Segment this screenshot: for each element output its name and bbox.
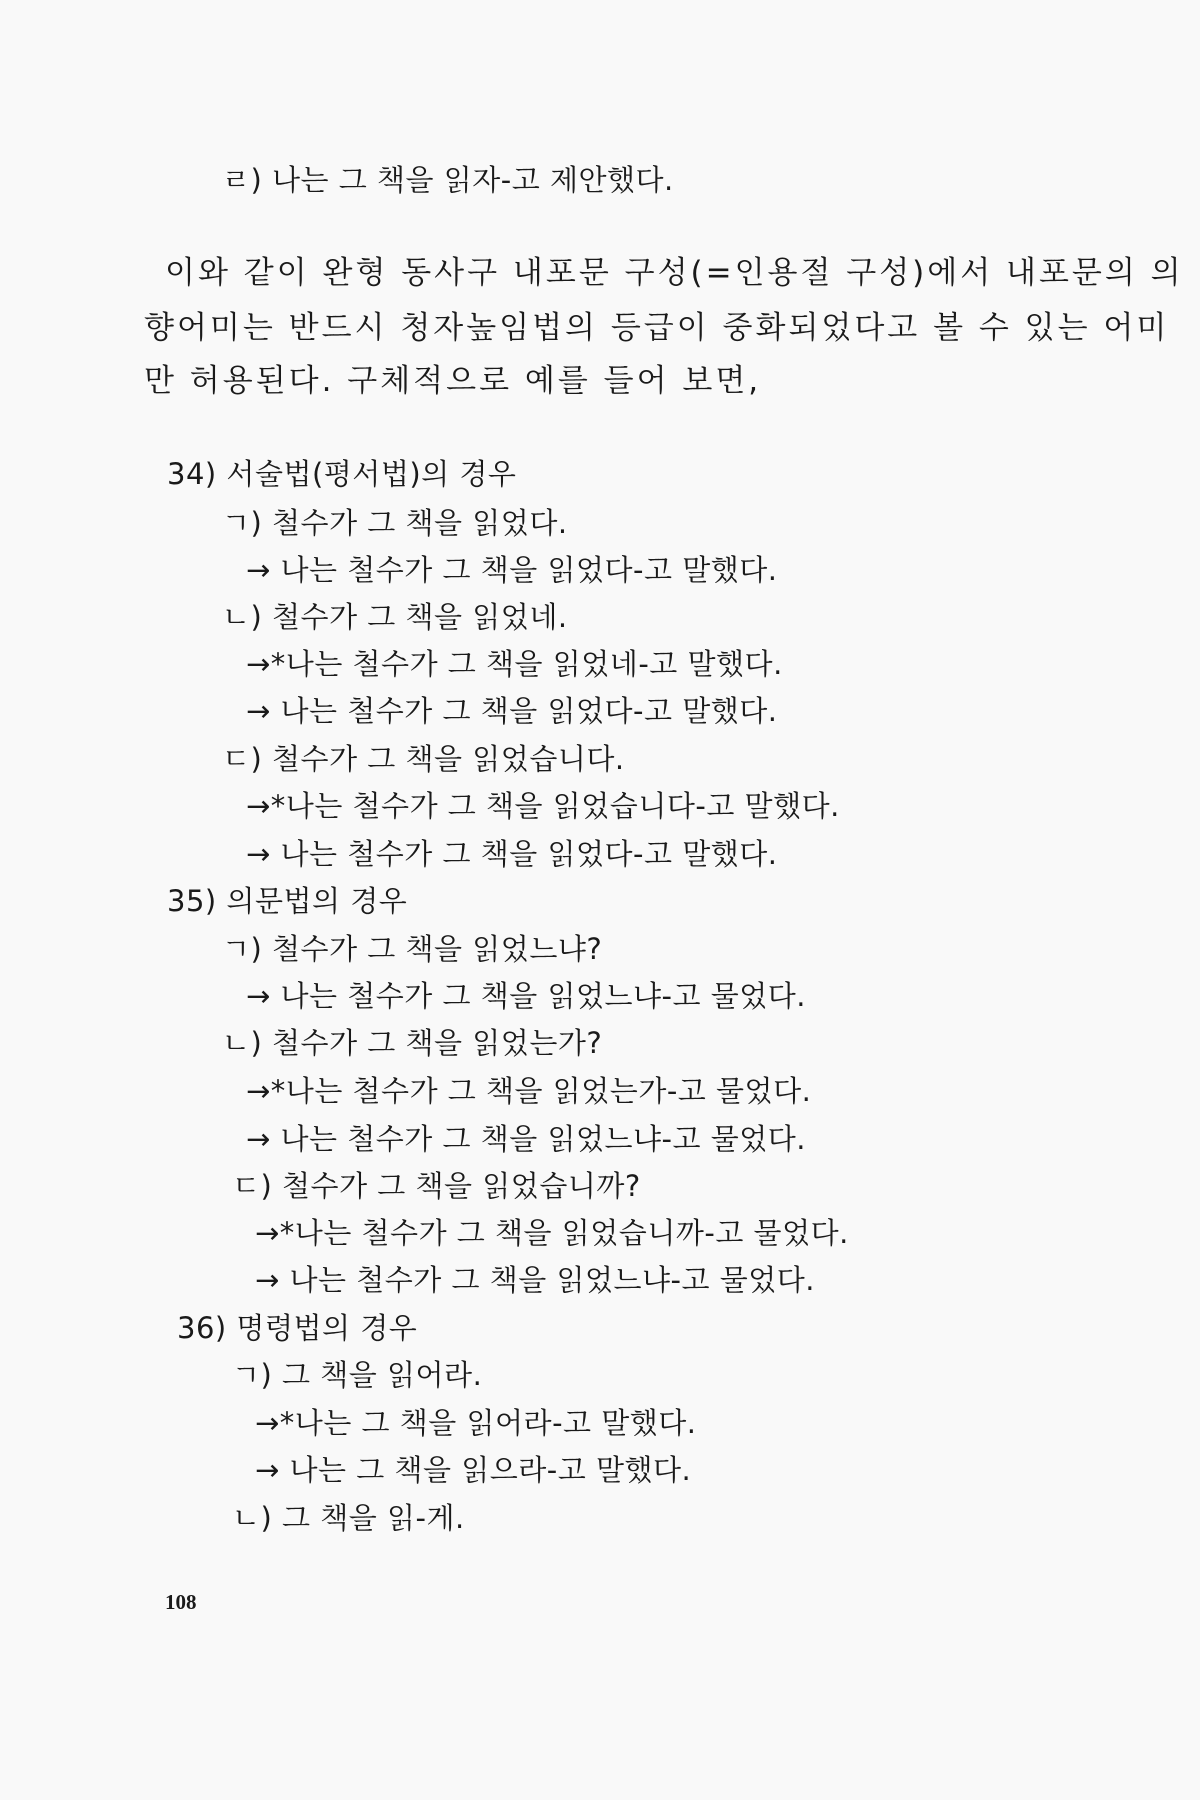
example-transform: → 나는 그 책을 읽으라-고 말했다.: [255, 1453, 692, 1487]
example-transform: → 나는 철수가 그 책을 읽었느냐-고 물었다.: [255, 1263, 816, 1297]
example-transform: →*나는 그 책을 읽어라-고 말했다.: [255, 1406, 697, 1440]
intro-example-line: ㄹ) 나는 그 책을 읽자-고 제안했다.: [222, 163, 674, 197]
page-number: 108: [165, 1590, 197, 1614]
example-transform: →*나는 철수가 그 책을 읽었습니다-고 말했다.: [246, 789, 840, 823]
example-heading: 35) 의문법의 경우: [167, 884, 408, 918]
example-transform: →*나는 철수가 그 책을 읽었는가-고 물었다.: [246, 1074, 812, 1108]
paragraph-line: 이와 같이 완형 동사구 내포문 구성(=인용절 구성)에서 내포문의 의: [165, 255, 1184, 291]
example-transform: →*나는 철수가 그 책을 읽었습니까-고 물었다.: [255, 1216, 849, 1250]
example-sentence: ㄴ) 철수가 그 책을 읽었는가?: [222, 1026, 603, 1060]
paragraph-line: 향어미는 반드시 청자높임법의 등급이 중화되었다고 볼 수 있는 어미: [144, 310, 1170, 346]
example-transform: → 나는 철수가 그 책을 읽었느냐-고 물었다.: [246, 979, 807, 1013]
example-transform: → 나는 철수가 그 책을 읽었다-고 말했다.: [246, 837, 778, 871]
example-transform: → 나는 철수가 그 책을 읽었느냐-고 물었다.: [246, 1122, 807, 1156]
example-transform: → 나는 철수가 그 책을 읽었다-고 말했다.: [246, 694, 778, 728]
example-sentence: ㄴ) 철수가 그 책을 읽었네.: [222, 600, 568, 634]
example-sentence: ㄴ) 그 책을 읽-게.: [232, 1501, 465, 1535]
example-sentence: ㄱ) 그 책을 읽어라.: [232, 1358, 483, 1392]
example-sentence: ㄷ) 철수가 그 책을 읽었습니다.: [222, 742, 625, 776]
paragraph-line: 만 허용된다. 구체적으로 예를 들어 보면,: [144, 363, 762, 399]
example-transform: →*나는 철수가 그 책을 읽었네-고 말했다.: [246, 647, 783, 681]
example-heading: 36) 명령법의 경우: [177, 1311, 418, 1345]
example-heading: 34) 서술법(평서법)의 경우: [167, 457, 517, 491]
example-sentence: ㄱ) 철수가 그 책을 읽었다.: [222, 506, 568, 540]
example-transform: → 나는 철수가 그 책을 읽었다-고 말했다.: [246, 553, 778, 587]
example-sentence: ㄱ) 철수가 그 책을 읽었느냐?: [222, 932, 603, 966]
example-sentence: ㄷ) 철수가 그 책을 읽었습니까?: [232, 1169, 641, 1203]
